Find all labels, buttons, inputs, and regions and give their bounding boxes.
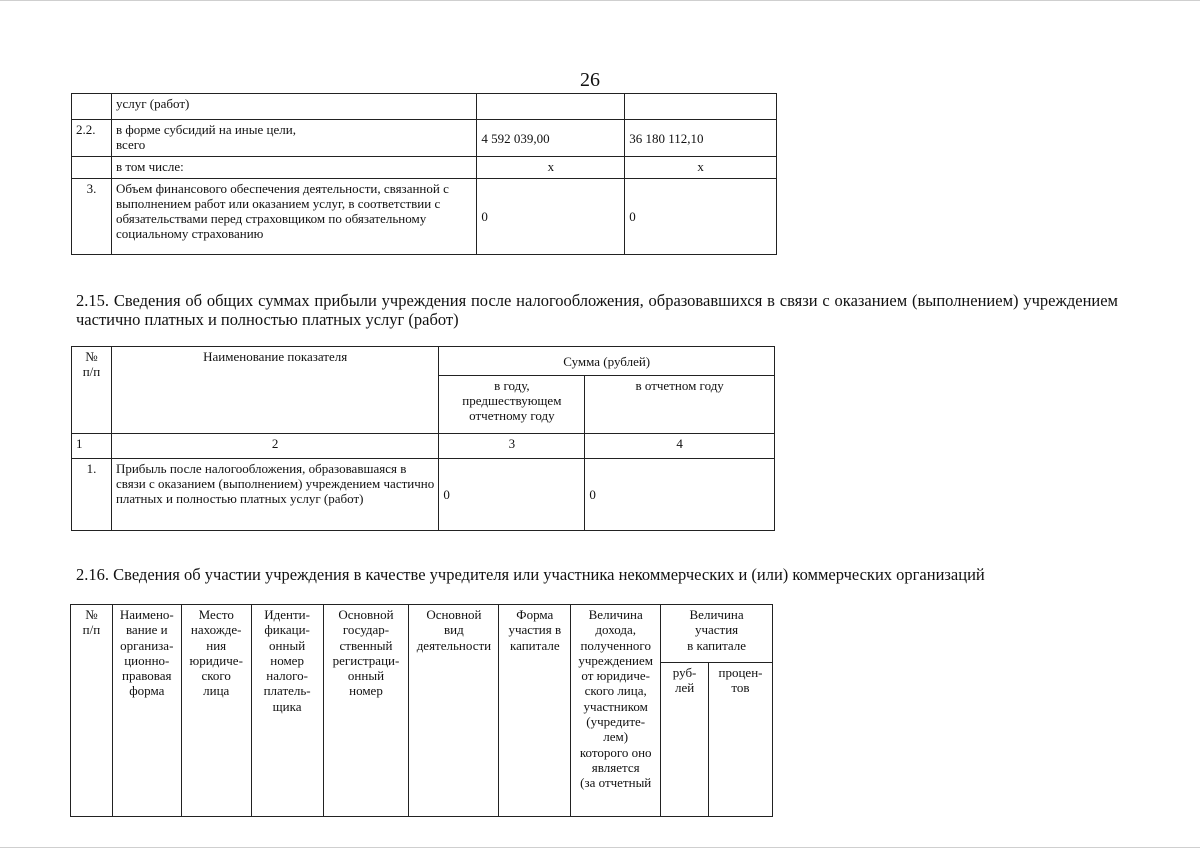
row-text: Объем финансового обеспечения деятельности, связанной с выполнением работ или оказанием услуг, в соответствии с обязательствами перед страховщиком по обязательному социальному страхованию [111, 179, 476, 255]
row-text: услуг (работ) [111, 94, 476, 120]
index-cell: 3 [439, 434, 585, 459]
page-top-edge [0, 0, 1200, 1]
value-report-year [625, 94, 777, 120]
table-row [72, 179, 777, 255]
value-prev-year: x [477, 157, 625, 179]
page-number: 26 [580, 69, 600, 91]
col-header-ogrn: Основной государ- ственный регистраци- онный номер [323, 605, 409, 817]
table-row [72, 94, 777, 120]
value-report-year: x [625, 157, 777, 179]
col-header-share: Величина участия в капитале [661, 605, 773, 663]
profit-table [71, 346, 775, 531]
col-header-prev-year: в году, предшествующем отчетному году [439, 376, 585, 434]
col-header-share-pct: процен- тов [709, 663, 773, 817]
col-header-num: № п/п [72, 347, 112, 434]
index-row [72, 434, 775, 459]
table-row [72, 120, 777, 157]
row-text: Прибыль после налогообложения, образовавшаяся в связи с оказанием (выполнением) учреждением частично платных и полностью платных услуг (работ) [111, 459, 438, 531]
table-row [72, 157, 777, 179]
continuation-table [71, 93, 777, 255]
value-prev-year: 0 [477, 179, 625, 255]
col-header-num: № п/п [71, 605, 113, 817]
row-num [72, 94, 112, 120]
value-report-year: 36 180 112,10 [625, 120, 777, 157]
index-cell: 2 [111, 434, 438, 459]
col-header-name: Наименование показателя [111, 347, 438, 434]
col-header-form: Форма участия в капитале [499, 605, 571, 817]
row-text: в форме субсидий на иные цели, всего [111, 120, 476, 157]
value-prev-year [477, 94, 625, 120]
header-row [72, 347, 775, 376]
index-cell: 1 [72, 434, 112, 459]
row-text: в том числе: [111, 157, 476, 179]
col-header-report-year: в отчетном году [585, 376, 775, 434]
row-num: 1. [72, 459, 112, 531]
col-header-share-rub: руб- лей [661, 663, 709, 817]
value-report-year: 0 [625, 179, 777, 255]
value-prev-year: 0 [439, 459, 585, 531]
value-prev-year: 4 592 039,00 [477, 120, 625, 157]
value-report-year: 0 [585, 459, 775, 531]
row-num: 2.2. [72, 120, 112, 157]
col-header-inn: Иденти- фикаци- онный номер налого- платель- щика [251, 605, 323, 817]
section-heading-2-16: 2.16. Сведения об участии учреждения в качестве учредителя или участника некоммерческих и (или) коммерческих организаций [76, 565, 985, 584]
table-row [72, 459, 775, 531]
row-num: 3. [72, 179, 112, 255]
participation-table [70, 604, 773, 817]
header-row [71, 605, 773, 663]
section-heading-2-15: 2.15. Сведения об общих суммах прибыли учреждения после налогообложения, образовавшихся в связи с оказанием (выполнением) учреждением частично платных и полностью платных услуг (работ) [76, 291, 1118, 329]
col-header-sum: Сумма (рублей) [439, 347, 775, 376]
row-num [72, 157, 112, 179]
index-cell: 4 [585, 434, 775, 459]
col-header-location: Место нахожде- ния юридиче- ского лица [181, 605, 251, 817]
col-header-activity: Основной вид деятельности [409, 605, 499, 817]
col-header-name: Наимено- вание и организа- ционно- правовая форма [112, 605, 181, 817]
col-header-income: Величина дохода, полученного учреждением от юридиче- ского лица, участником (учредите- лем) которого оно является (за отчетный [571, 605, 661, 817]
